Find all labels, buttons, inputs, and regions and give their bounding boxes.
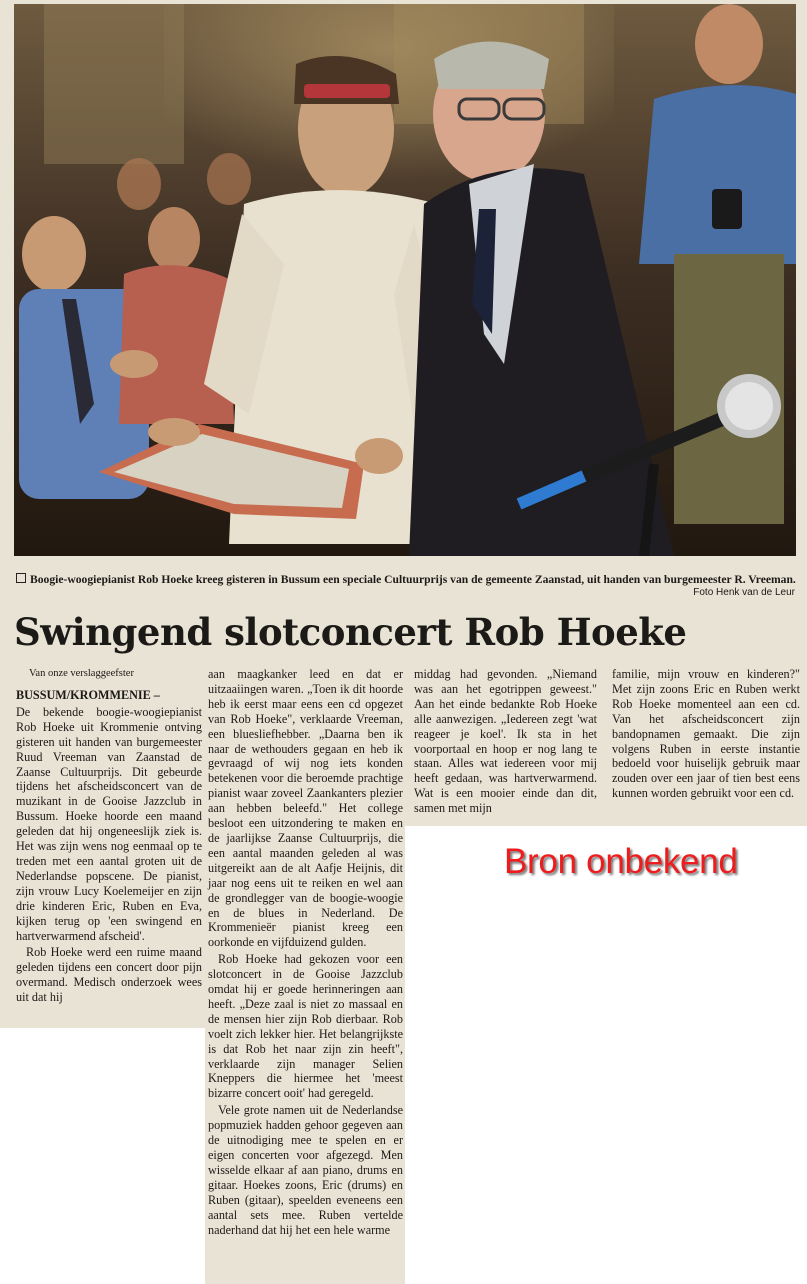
press-photo xyxy=(14,4,796,556)
paragraph: familie, mijn vrouw en kinderen?" Met zijn zoons Eric en Ruben werkt Rob Hoeke momenteel aan een cd. Van het afscheidsconcert zijn bandopnamen gemaakt. Die zijn volgens Ruben in eerste instantie bedoeld voor huiselijk gebruik maar zouden over een jaar of tien best eens kunnen worden gebruikt voor een cd. xyxy=(612,667,800,801)
photo-caption xyxy=(16,573,796,587)
article-column-1 xyxy=(16,688,202,1005)
article-headline: Swingend slotconcert Rob Hoeke xyxy=(14,610,687,654)
paragraph: Vele grote namen uit de Nederlandse popmuziek hadden gehoor gegeven aan de uitnodiging mee te spelen en er eigen concerten voor afgezegd. Men wisselde elkaar af aan piano, drums en gitaar. Hoekes zoons, Eric (drums) en Ruben (gitaar), speelden eveneens een aantal sets mee. Ruben vertelde naderhand dat hij het een hele warme xyxy=(208,1103,403,1237)
paragraph: De bekende boogie-woogiepianist Rob Hoeke uit Krommenie ontving gisteren uit handen van burgemeester Ruud Vreeman van Zaanstad de Zaanse Cultuurprijs. Dit gebeurde tijdens het afscheidsconcert van de muzikant in de Gooise Jazzclub in Bussum. Hoeke hoorde een maand geleden dat hij ongeneeslijk ziek is. Het was zijn wens nog eenmaal op te treden met een aantal groten uit de Nederlandse popscene. De pianist, zijn vrouw Lucy Koelemeijer en zijn drie kinderen Eric, Ruben en Eva, kijken terug op 'een swingend en hartverwarmend afscheid'. xyxy=(16,704,202,943)
article-byline: Van onze verslaggeefster xyxy=(29,668,134,679)
article-column-3 xyxy=(414,667,597,816)
paragraph: Rob Hoeke werd een ruime maand geleden tijdens een concert door pijn overmand. Medisch onderzoek wees uit dat hij xyxy=(16,945,202,1005)
article-column-4 xyxy=(612,667,800,801)
source-label: Bron onbekend xyxy=(504,842,738,881)
article-dateline: BUSSUM/KROMMENIE – xyxy=(16,688,160,702)
paragraph: Rob Hoeke had gekozen voor een slotconcert in de Gooise Jazzclub omdat hij er goede herinneringen aan heeft. „Deze zaal is niet zo massaal en de mensen hier zijn Rob dierbaar. Rob voelt zich lekker hier. Het belangrijkste is dat Rob het naar zijn zin heeft", verklaarde zijn manager Selien Kneppers die hiermee het 'meest bizarre concert ooit' had geregeld. xyxy=(208,952,403,1101)
photo-credit: Foto Henk van de Leur xyxy=(693,587,795,598)
article-column-2 xyxy=(208,667,403,1237)
paragraph: aan maagkanker leed en dat er uitzaaiingen waren. „Toen ik dit hoorde heb ik eerst maar eens een cd opgezet van Rob Hoeke", verklaarde Vreeman, een bluesliefhebber. „Daarna ben ik naar de wethouders gegaan en heb ik gevraagd of wij nog iets konden betekenen voor die beroemde prachtige pianist waar zoveel Zaankanters plezier aan hebben beleefd." Het college besloot een uitzondering te maken en de jaarlijkse Zaanse Cultuurprijs, die een aantal maanden geleden al was uitgereikt aan de alt Aafje Heijnis, dit jaar nog eens uit te reiken en wel aan de grondlegger van de boogie-woogie en de blues in Nederland. De Krommenieër pianist kreeg een oorkonde en vijfduizend gulden. xyxy=(208,667,403,950)
caption-bullet-icon xyxy=(16,573,26,583)
caption-text: Boogie-woogiepianist Rob Hoeke kreeg gisteren in Bussum een speciale Cultuurprijs van de gemeente Zaanstad, uit handen van burgemeester R. Vreeman. xyxy=(30,573,796,586)
paragraph: middag had gevonden. „Niemand was aan het egotrippen geweest." Aan het einde bedankte Rob Hoeke alle aanwezigen. „Iedereen zegt 'wat reageer je koel'. Ik sta in het voorportaal en hoop er nog lang te staan. Alles wat iedereen voor mij heeft gedaan, was hartverwarmend. Wat is een mooier einde dan dit, samen met mijn xyxy=(414,667,597,816)
